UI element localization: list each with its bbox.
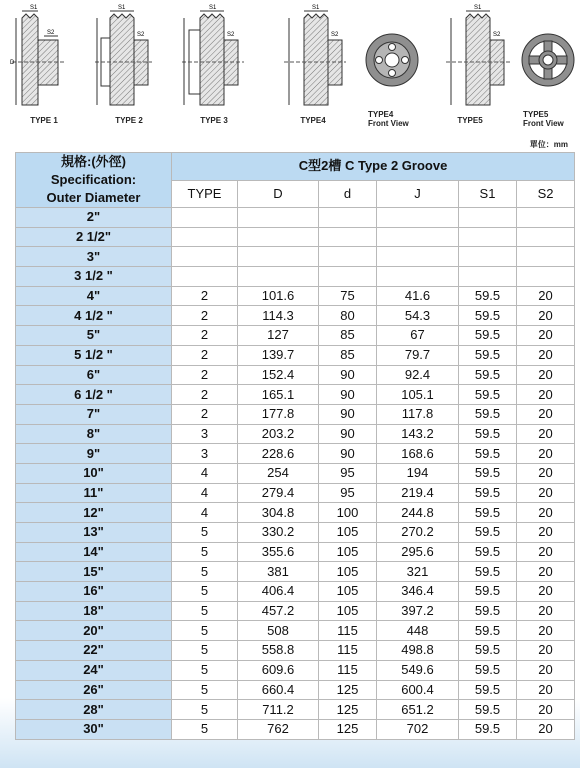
table-row	[16, 503, 575, 523]
value-cell-s2	[517, 247, 575, 267]
value-cell-d: 152.4	[238, 365, 319, 385]
value-cell-type: 2	[172, 365, 238, 385]
value-cell-j	[377, 227, 459, 247]
table-row	[16, 680, 575, 700]
value-cell-d: 177.8	[238, 404, 319, 424]
value-cell-d: 254	[238, 463, 319, 483]
size-cell: 7"	[16, 404, 172, 424]
value-cell-type: 5	[172, 601, 238, 621]
value-cell-j: 79.7	[377, 345, 459, 365]
value-cell-type: 5	[172, 523, 238, 543]
value-cell-d: 660.4	[238, 680, 319, 700]
value-cell-type: 2	[172, 306, 238, 326]
group-title: C型2槽 C Type 2 Groove	[172, 153, 575, 181]
value-cell-s2: 20	[517, 582, 575, 602]
value-cell-s2: 20	[517, 621, 575, 641]
value-cell-j: 219.4	[377, 483, 459, 503]
type5-drawing	[446, 11, 510, 105]
unit-label: 單位：mm	[529, 140, 568, 149]
s2-label: S2	[493, 32, 501, 38]
type5-front-view-label: TYPE5 Front View	[523, 110, 564, 128]
value-cell-d: 508	[238, 621, 319, 641]
value-cell-type: 5	[172, 542, 238, 562]
value-cell-d	[238, 247, 319, 267]
value-cell-s1: 59.5	[459, 680, 517, 700]
table-row	[16, 621, 575, 641]
value-cell-j: 92.4	[377, 365, 459, 385]
value-cell-j: 702	[377, 719, 459, 739]
column-header-s1: S1	[459, 180, 517, 208]
value-cell-type: 3	[172, 424, 238, 444]
value-cell-s2: 20	[517, 542, 575, 562]
type3-label: TYPE 3	[200, 116, 228, 125]
value-cell-d: 85	[319, 326, 377, 346]
value-cell-d: 457.2	[238, 601, 319, 621]
value-cell-d: 90	[319, 365, 377, 385]
value-cell-s1	[459, 208, 517, 228]
table-row	[16, 227, 575, 247]
column-header-d: d	[319, 180, 377, 208]
table-row	[16, 404, 575, 424]
value-cell-d: 165.1	[238, 385, 319, 405]
table-row	[16, 267, 575, 287]
value-cell-j: 448	[377, 621, 459, 641]
value-cell-d: 304.8	[238, 503, 319, 523]
value-cell-s1: 59.5	[459, 424, 517, 444]
value-cell-d: 115	[319, 641, 377, 661]
value-cell-type: 2	[172, 385, 238, 405]
value-cell-type: 5	[172, 621, 238, 641]
table-row	[16, 208, 575, 228]
s1-label: S1	[30, 5, 38, 11]
spec-header-line-en1: Specification:	[50, 172, 137, 187]
value-cell-s1: 59.5	[459, 404, 517, 424]
value-cell-d	[319, 247, 377, 267]
type1-drawing	[12, 11, 65, 105]
size-cell: 3 1/2 "	[16, 267, 172, 287]
value-cell-j: 54.3	[377, 306, 459, 326]
table-row	[16, 562, 575, 582]
value-cell-d: 381	[238, 562, 319, 582]
value-cell-d	[319, 267, 377, 287]
value-cell-s2	[517, 227, 575, 247]
value-cell-s1: 59.5	[459, 385, 517, 405]
value-cell-j: 143.2	[377, 424, 459, 444]
value-cell-type	[172, 267, 238, 287]
size-cell: 18"	[16, 601, 172, 621]
value-cell-d: 105	[319, 601, 377, 621]
value-cell-type: 4	[172, 503, 238, 523]
value-cell-type: 4	[172, 483, 238, 503]
value-cell-s2	[517, 267, 575, 287]
value-cell-s2: 20	[517, 306, 575, 326]
s2-label: S2	[47, 30, 55, 36]
s1-label: S1	[474, 5, 482, 11]
value-cell-j: 600.4	[377, 680, 459, 700]
value-cell-s1: 59.5	[459, 345, 517, 365]
spec-header-line-en2: Outer Diameter	[46, 190, 141, 205]
type1-label: TYPE 1	[30, 116, 58, 125]
value-cell-s1: 59.5	[459, 562, 517, 582]
type4-front-view-drawing	[366, 34, 418, 86]
value-cell-type: 2	[172, 404, 238, 424]
type4-drawing	[284, 11, 346, 105]
value-cell-s2: 20	[517, 523, 575, 543]
value-cell-d: 228.6	[238, 444, 319, 464]
table-row	[16, 385, 575, 405]
value-cell-s1: 59.5	[459, 326, 517, 346]
value-cell-s2: 20	[517, 404, 575, 424]
size-cell: 12"	[16, 503, 172, 523]
table-row	[16, 365, 575, 385]
value-cell-type: 4	[172, 463, 238, 483]
value-cell-j: 295.6	[377, 542, 459, 562]
spec-table	[15, 152, 575, 740]
value-cell-j: 117.8	[377, 404, 459, 424]
table-row	[16, 463, 575, 483]
value-cell-d: 406.4	[238, 582, 319, 602]
spec-header-line-cn: 規格:(外徑)	[61, 154, 126, 169]
d-label: D	[10, 60, 15, 66]
size-cell: 5"	[16, 326, 172, 346]
value-cell-j: 270.2	[377, 523, 459, 543]
value-cell-d: 115	[319, 660, 377, 680]
pulley-drawings	[0, 0, 580, 140]
value-cell-s1: 59.5	[459, 660, 517, 680]
size-cell: 4"	[16, 286, 172, 306]
value-cell-s2: 20	[517, 385, 575, 405]
value-cell-d: 105	[319, 523, 377, 543]
size-cell: 5 1/2 "	[16, 345, 172, 365]
size-cell: 20"	[16, 621, 172, 641]
column-header-j: J	[377, 180, 459, 208]
value-cell-type	[172, 208, 238, 228]
value-cell-type: 5	[172, 719, 238, 739]
value-cell-j	[377, 267, 459, 287]
size-cell: 24"	[16, 660, 172, 680]
size-cell: 2 1/2"	[16, 227, 172, 247]
value-cell-s1: 59.5	[459, 523, 517, 543]
value-cell-d: 127	[238, 326, 319, 346]
value-cell-d: 105	[319, 562, 377, 582]
value-cell-s2: 20	[517, 345, 575, 365]
table-row	[16, 601, 575, 621]
value-cell-type: 5	[172, 680, 238, 700]
value-cell-s1: 59.5	[459, 700, 517, 720]
value-cell-s1: 59.5	[459, 306, 517, 326]
value-cell-type: 5	[172, 582, 238, 602]
value-cell-d: 125	[319, 700, 377, 720]
value-cell-s1: 59.5	[459, 601, 517, 621]
value-cell-j: 397.2	[377, 601, 459, 621]
value-cell-type: 2	[172, 345, 238, 365]
value-cell-j: 498.8	[377, 641, 459, 661]
table-row	[16, 641, 575, 661]
type5-front-view-drawing	[522, 34, 574, 86]
table-row	[16, 483, 575, 503]
value-cell-s1: 59.5	[459, 582, 517, 602]
value-cell-d	[319, 227, 377, 247]
value-cell-d: 279.4	[238, 483, 319, 503]
table-row	[16, 719, 575, 739]
value-cell-type: 2	[172, 286, 238, 306]
value-cell-d: 330.2	[238, 523, 319, 543]
type2-drawing	[95, 11, 152, 105]
table-row	[16, 326, 575, 346]
value-cell-s1: 59.5	[459, 444, 517, 464]
spec-header-cell	[16, 153, 172, 208]
size-cell: 22"	[16, 641, 172, 661]
value-cell-s2: 20	[517, 660, 575, 680]
value-cell-j: 105.1	[377, 385, 459, 405]
value-cell-s1: 59.5	[459, 542, 517, 562]
value-cell-j	[377, 247, 459, 267]
value-cell-s2: 20	[517, 680, 575, 700]
size-cell: 4 1/2 "	[16, 306, 172, 326]
value-cell-s2	[517, 208, 575, 228]
value-cell-s1: 59.5	[459, 286, 517, 306]
value-cell-s2: 20	[517, 700, 575, 720]
table-row	[16, 306, 575, 326]
value-cell-s2: 20	[517, 562, 575, 582]
value-cell-type: 5	[172, 700, 238, 720]
size-cell: 6"	[16, 365, 172, 385]
size-cell: 3"	[16, 247, 172, 267]
value-cell-s2: 20	[517, 444, 575, 464]
size-cell: 8"	[16, 424, 172, 444]
column-header-type: TYPE	[172, 180, 238, 208]
s2-label: S2	[227, 32, 235, 38]
s1-label: S1	[209, 5, 217, 11]
size-cell: 15"	[16, 562, 172, 582]
value-cell-s1	[459, 227, 517, 247]
value-cell-d: 609.6	[238, 660, 319, 680]
value-cell-j: 244.8	[377, 503, 459, 523]
size-cell: 14"	[16, 542, 172, 562]
s1-label: S1	[312, 5, 320, 11]
table-row	[16, 660, 575, 680]
value-cell-d: 90	[319, 444, 377, 464]
value-cell-s1: 59.5	[459, 365, 517, 385]
table-row	[16, 700, 575, 720]
type4-front-view-label: TYPE4 Front View	[368, 110, 409, 128]
value-cell-d: 105	[319, 582, 377, 602]
table-row	[16, 286, 575, 306]
table-row	[16, 582, 575, 602]
value-cell-d: 90	[319, 424, 377, 444]
size-cell: 2"	[16, 208, 172, 228]
value-cell-s2: 20	[517, 483, 575, 503]
value-cell-s2: 20	[517, 463, 575, 483]
type4-label: TYPE4	[300, 116, 326, 125]
s2-label: S2	[331, 32, 339, 38]
value-cell-d: 75	[319, 286, 377, 306]
value-cell-d: 711.2	[238, 700, 319, 720]
value-cell-j: 321	[377, 562, 459, 582]
value-cell-s2: 20	[517, 424, 575, 444]
value-cell-d: 80	[319, 306, 377, 326]
value-cell-type	[172, 227, 238, 247]
value-cell-d: 85	[319, 345, 377, 365]
value-cell-s2: 20	[517, 503, 575, 523]
column-header-s2: S2	[517, 180, 575, 208]
table-row	[16, 523, 575, 543]
value-cell-s1: 59.5	[459, 719, 517, 739]
size-cell: 16"	[16, 582, 172, 602]
value-cell-d: 101.6	[238, 286, 319, 306]
value-cell-s2: 20	[517, 326, 575, 346]
value-cell-type: 2	[172, 326, 238, 346]
type5-label: TYPE5	[457, 116, 483, 125]
value-cell-d: 115	[319, 621, 377, 641]
column-header-d: D	[238, 180, 319, 208]
value-cell-j: 549.6	[377, 660, 459, 680]
size-cell: 11"	[16, 483, 172, 503]
value-cell-s2: 20	[517, 641, 575, 661]
value-cell-d: 114.3	[238, 306, 319, 326]
value-cell-d	[319, 208, 377, 228]
value-cell-d: 90	[319, 404, 377, 424]
value-cell-type: 3	[172, 444, 238, 464]
value-cell-j: 194	[377, 463, 459, 483]
size-cell: 6 1/2 "	[16, 385, 172, 405]
value-cell-d: 139.7	[238, 345, 319, 365]
table-row	[16, 542, 575, 562]
value-cell-type: 5	[172, 660, 238, 680]
value-cell-d: 95	[319, 463, 377, 483]
size-cell: 28"	[16, 700, 172, 720]
value-cell-s2: 20	[517, 601, 575, 621]
table-row	[16, 345, 575, 365]
value-cell-d: 125	[319, 680, 377, 700]
size-cell: 13"	[16, 523, 172, 543]
value-cell-d: 762	[238, 719, 319, 739]
value-cell-s1: 59.5	[459, 503, 517, 523]
size-cell: 26"	[16, 680, 172, 700]
value-cell-s1: 59.5	[459, 641, 517, 661]
s1-label: S1	[118, 5, 126, 11]
value-cell-d: 95	[319, 483, 377, 503]
value-cell-d	[238, 267, 319, 287]
value-cell-j: 67	[377, 326, 459, 346]
value-cell-s2: 20	[517, 286, 575, 306]
value-cell-s1: 59.5	[459, 483, 517, 503]
value-cell-d: 90	[319, 385, 377, 405]
value-cell-type	[172, 247, 238, 267]
size-cell: 9"	[16, 444, 172, 464]
value-cell-d: 100	[319, 503, 377, 523]
value-cell-s1	[459, 247, 517, 267]
type2-label: TYPE 2	[115, 116, 143, 125]
value-cell-s2: 20	[517, 719, 575, 739]
value-cell-d: 203.2	[238, 424, 319, 444]
size-cell: 10"	[16, 463, 172, 483]
type3-drawing	[182, 11, 244, 105]
value-cell-s2: 20	[517, 365, 575, 385]
value-cell-d	[238, 227, 319, 247]
table-row	[16, 424, 575, 444]
value-cell-s1	[459, 267, 517, 287]
value-cell-j: 41.6	[377, 286, 459, 306]
value-cell-j: 168.6	[377, 444, 459, 464]
size-cell: 30"	[16, 719, 172, 739]
value-cell-s1: 59.5	[459, 621, 517, 641]
s2-label: S2	[137, 32, 145, 38]
table-row	[16, 247, 575, 267]
pulley-type-diagrams	[0, 0, 580, 140]
value-cell-d: 558.8	[238, 641, 319, 661]
table-row	[16, 444, 575, 464]
value-cell-j: 346.4	[377, 582, 459, 602]
value-cell-d: 125	[319, 719, 377, 739]
value-cell-d	[238, 208, 319, 228]
value-cell-j	[377, 208, 459, 228]
value-cell-s1: 59.5	[459, 463, 517, 483]
value-cell-j: 651.2	[377, 700, 459, 720]
value-cell-d: 105	[319, 542, 377, 562]
value-cell-d: 355.6	[238, 542, 319, 562]
value-cell-type: 5	[172, 641, 238, 661]
value-cell-type: 5	[172, 562, 238, 582]
